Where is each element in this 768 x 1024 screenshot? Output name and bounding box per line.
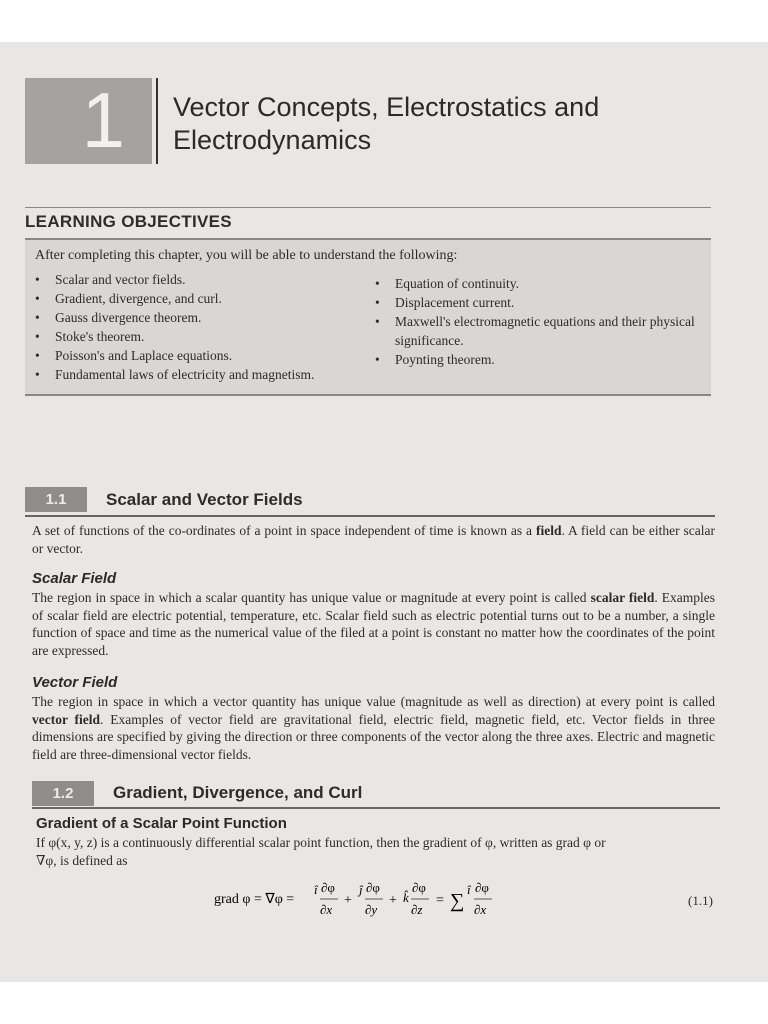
gradient-heading: Gradient of a Scalar Point Function xyxy=(36,815,287,832)
objectives-rule xyxy=(25,207,711,208)
objective-item: • Gauss divergence theorem. xyxy=(25,308,365,327)
gradient-paragraph xyxy=(36,834,721,869)
svg-text:∂y: ∂y xyxy=(365,902,378,917)
svg-text:∂x: ∂x xyxy=(320,902,333,917)
section-number-badge: 1.2 xyxy=(32,781,94,806)
bold-term: field xyxy=(535,523,562,538)
objective-item: • Poisson's and Laplace equations. xyxy=(25,346,365,365)
svg-text:ĵ: ĵ xyxy=(359,882,363,897)
objective-item: • Maxwell's electromagnetic equations and their physical significance. xyxy=(365,312,710,350)
objective-item: • Stoke's theorem. xyxy=(25,327,365,346)
bold-term: vector field xyxy=(32,711,101,727)
objective-item: • Fundamental laws of electricity and magnetism. xyxy=(25,365,365,384)
svg-text:+: + xyxy=(389,893,397,908)
field-definition-paragraph xyxy=(32,522,715,557)
vector-field-paragraph xyxy=(32,693,715,763)
chapter-title-line1: Vector Concepts, Electrostatics and xyxy=(173,92,600,122)
objective-item: • Poynting theorem. xyxy=(365,350,710,369)
section-rule xyxy=(32,807,720,809)
objective-item: • Displacement current. xyxy=(365,293,710,312)
paragraph-line: ∇φ, is defined as xyxy=(36,852,128,868)
objective-item: • Equation of continuity. xyxy=(365,274,710,293)
svg-text:∂φ: ∂φ xyxy=(366,880,380,895)
objectives-box xyxy=(25,238,711,396)
chapter-number: 1 xyxy=(81,76,125,164)
bold-term: scalar field xyxy=(590,590,655,605)
equation-lhs: grad φ = ∇φ = xyxy=(214,892,295,907)
chapter-title xyxy=(173,91,733,157)
section-title: Gradient, Divergence, and Curl xyxy=(113,783,363,802)
svg-text:î: î xyxy=(467,882,471,897)
svg-text:∂φ: ∂φ xyxy=(412,880,426,895)
section-number-badge: 1.1 xyxy=(25,487,87,512)
objective-item: • Gradient, divergence, and curl. xyxy=(25,289,365,308)
objectives-left-list xyxy=(25,270,365,384)
svg-text:k̂: k̂ xyxy=(403,890,409,905)
svg-text:∂z: ∂z xyxy=(411,902,423,917)
svg-text:∑: ∑ xyxy=(450,890,465,912)
objectives-right-list xyxy=(365,274,710,369)
scalar-field-heading: Scalar Field xyxy=(32,570,117,587)
objectives-intro: After completing this chapter, you will be able to understand the following: xyxy=(35,248,458,263)
objective-item: • Scalar and vector fields. xyxy=(25,270,365,289)
svg-text:∂φ: ∂φ xyxy=(475,880,489,895)
section-title: Scalar and Vector Fields xyxy=(106,490,303,509)
section-rule xyxy=(25,515,715,517)
paragraph-text: A set of functions of the co-ordinates of a point in space independent of time is known as a xyxy=(32,523,533,538)
gradient-equation xyxy=(214,878,534,922)
paragraph-text: . Examples of vector field are gravitational field, electric field, magnetic field, etc. Vector fields in three dimensions are specified by giving the direction or three components of the vector along the three axes. Electric and magnetic field are three-dimensional vector fields. xyxy=(32,711,715,762)
objectives-heading: LEARNING OBJECTIVES xyxy=(25,212,232,231)
svg-text:∂φ: ∂φ xyxy=(321,880,335,895)
chapter-title-line2: Electrodynamics xyxy=(173,125,372,155)
svg-text:=: = xyxy=(436,893,444,908)
scalar-field-paragraph xyxy=(32,589,715,659)
paragraph-text: . A field can be either scalar or vector. xyxy=(32,523,715,556)
equation-number: (1.1) xyxy=(688,893,713,908)
paragraph-text: The region in space in which a vector quantity has unique value (magnitude as well as direction) at every point is called xyxy=(32,694,715,709)
svg-text:+: + xyxy=(344,893,352,908)
paragraph-text: The region in space in which a scalar quantity has unique value or magnitude at every point is called xyxy=(32,590,587,605)
equation-svg xyxy=(214,878,534,922)
paragraph-text: . Examples of scalar field are electric potential, temperature, etc. Scalar field such as electric potential turns out to be a number, a single function of space and time as the numerical value of the filed at a point is constant no matter how the coordinates of the point are expressed. xyxy=(32,590,715,658)
paragraph-line: If φ(x, y, z) is a continuously differential scalar point function, then the gradient of φ, written as grad φ or xyxy=(36,835,606,850)
chapter-divider xyxy=(156,78,158,164)
svg-text:î: î xyxy=(314,882,318,897)
vector-field-heading: Vector Field xyxy=(32,674,118,691)
svg-text:∂x: ∂x xyxy=(474,902,487,917)
